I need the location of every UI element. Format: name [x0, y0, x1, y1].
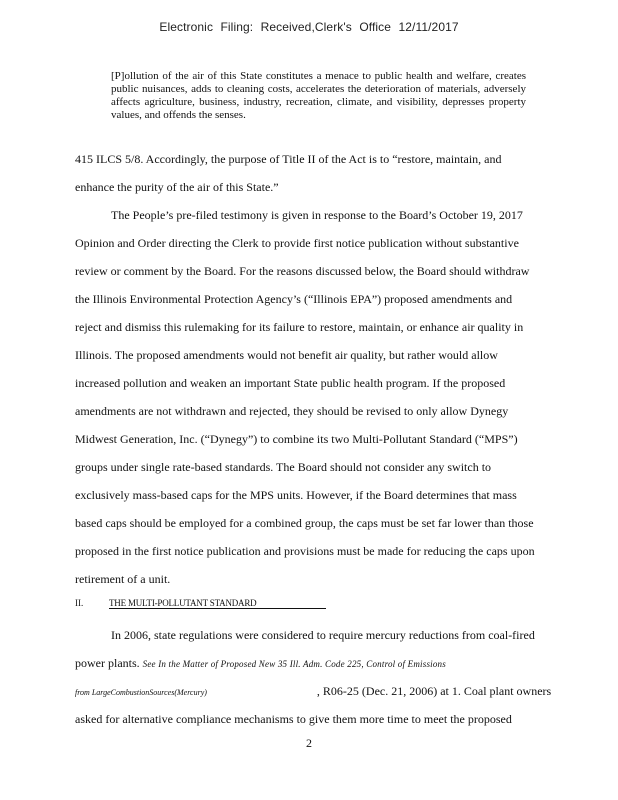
body-text: power plants. [75, 656, 140, 670]
body-line: proposed in the first notice publication and provisions must be made for reducing the caps upon [75, 544, 535, 558]
body-line: the Illinois Environmental Protection Agency’s (“Illinois EPA”) proposed amendments and [75, 292, 513, 306]
block-quote: [P]ollution of the air of this State constitutes a menace to public health and welfare, creates public nuisances, adds to cleaning costs, accelerates the deterioration of materials, adversely affects agriculture, business, industry, recreation, climate, and visibility, depresses property values, and offends the senses. [111, 70, 526, 121]
body-line: Midwest Generation, Inc. (“Dynegy”) to combine its two Multi-Pollutant Standard (“MPS”) [75, 432, 518, 446]
body-line: amendments are not withdrawn and rejected, they should be revised to only allow Dynegy [75, 404, 509, 418]
body-line: reject and dismiss this rulemaking for its failure to restore, maintain, or enhance air quality in [75, 320, 524, 334]
body-line: The People’s pre-filed testimony is given in response to the Board’s October 19, 2017 [111, 208, 523, 222]
body-text: , R06-25 (Dec. 21, 2006) at 1. Coal plant owners [316, 684, 552, 698]
body-line [75, 656, 545, 671]
body-line: retirement of a unit. [75, 572, 171, 586]
body-line: review or comment by the Board. For the reasons discussed below, the Board should withdraw [75, 264, 530, 278]
body-line: Illinois. The proposed amendments would not benefit air quality, but rather would allow [75, 348, 498, 362]
body-line: enhance the purity of the air of this State.” [75, 180, 279, 194]
body-line: asked for alternative compliance mechanisms to give them more time to meet the proposed [75, 712, 512, 726]
body-line: groups under single rate-based standards. The Board should not consider any switch to [75, 460, 492, 474]
section-title: THE MULTI-POLLUTANT STANDARD [109, 598, 326, 609]
body-line: 415 ILCS 5/8. Accordingly, the purpose of Title II of the Act is to “restore, maintain, and [75, 152, 502, 166]
filing-header: Electronic Filing: Received,Clerk's Office 12/11/2017 [159, 20, 459, 34]
body-line: exclusively mass-based caps for the MPS units. However, if the Board determines that mass [75, 488, 517, 502]
page-number: 2 [306, 736, 312, 750]
body-line [75, 684, 552, 700]
citation-continued: from LargeCombustionSources(Mercury) [75, 688, 207, 697]
body-line: In 2006, state regulations were considered to require mercury reductions from coal-fired [111, 628, 535, 642]
body-line: increased pollution and weaken an important State public health program. If the proposed [75, 376, 506, 390]
section-heading [75, 598, 326, 609]
section-number: II. [75, 598, 84, 608]
citation: See In the Matter of Proposed New 35 Ill. Adm. Code 225, Control of Emissions [142, 659, 446, 669]
body-line: based caps should be employed for a combined group, the caps must be set far lower than those [75, 516, 534, 530]
body-line: Opinion and Order directing the Clerk to provide first notice publication without substantive [75, 236, 519, 250]
